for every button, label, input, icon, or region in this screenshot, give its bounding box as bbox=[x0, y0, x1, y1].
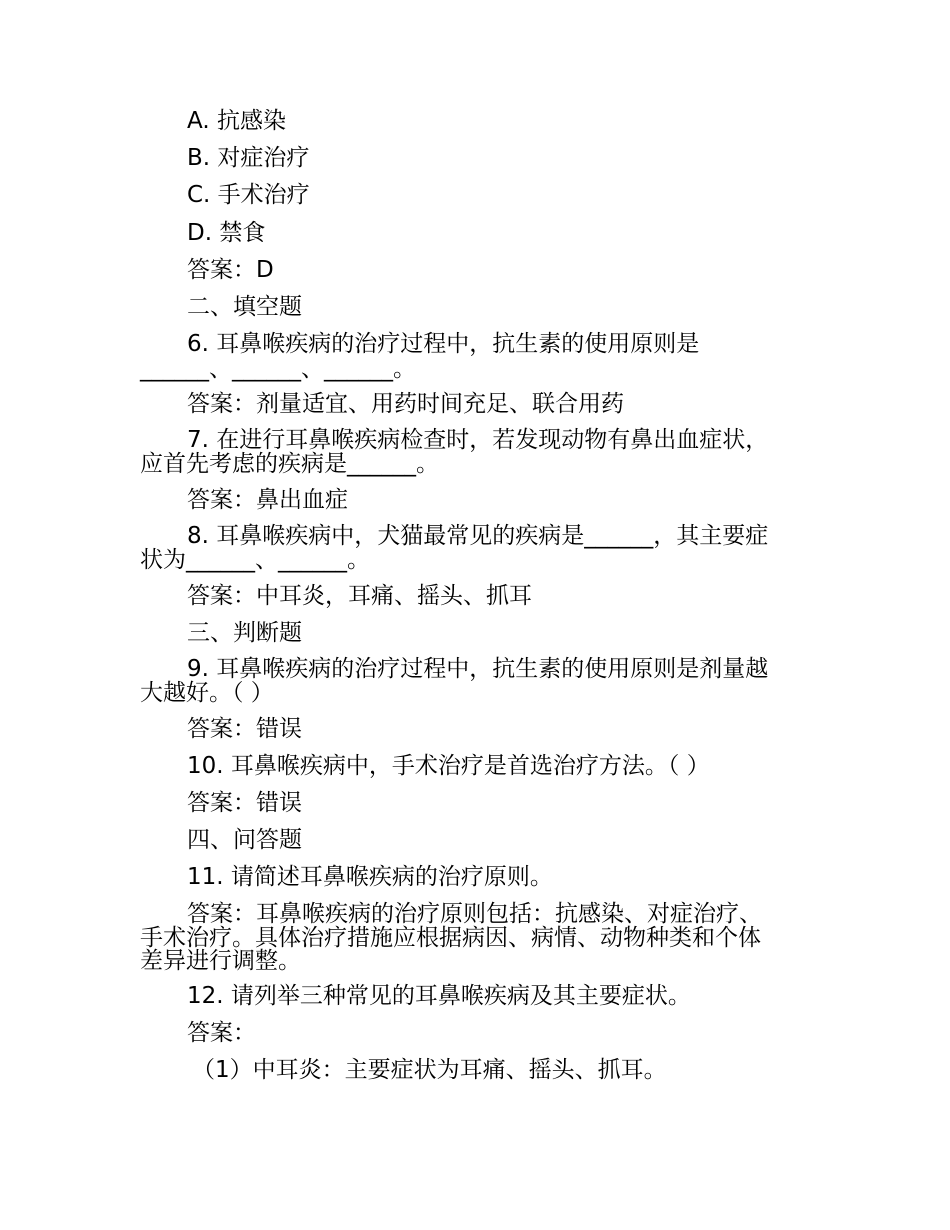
answer-5: 答案：D bbox=[187, 257, 274, 283]
question-8: 8. 耳鼻喉疾病中，犬猫最常见的疾病是______，其主要症 bbox=[187, 523, 769, 549]
question-9: 9. 耳鼻喉疾病的治疗过程中，抗生素的使用原则是剂量越 bbox=[187, 656, 769, 682]
option-d: D. 禁食 bbox=[187, 220, 266, 246]
answer-11: 答案：耳鼻喉疾病的治疗原则包括：抗感染、对症治疗、 bbox=[187, 901, 762, 927]
answer-12-item-1: （1）中耳炎：主要症状为耳痛、摇头、抓耳。 bbox=[192, 1057, 667, 1083]
question-7: 7. 在进行耳鼻喉疾病检查时，若发现动物有鼻出血症状， bbox=[187, 427, 769, 453]
question-12: 12. 请列举三种常见的耳鼻喉疾病及其主要症状。 bbox=[187, 983, 691, 1009]
section-heading-fill-in: 二、填空题 bbox=[187, 294, 302, 320]
question-6: 6. 耳鼻喉疾病的治疗过程中，抗生素的使用原则是 bbox=[187, 331, 700, 357]
question-8-continued: 状为______、______。 bbox=[140, 547, 370, 573]
answer-6: 答案：剂量适宜、用药时间充足、联合用药 bbox=[187, 391, 624, 417]
section-heading-true-false: 三、判断题 bbox=[187, 620, 302, 646]
option-b: B. 对症治疗 bbox=[187, 145, 310, 171]
answer-12-label: 答案： bbox=[187, 1020, 256, 1046]
section-heading-short-answer: 四、问答题 bbox=[187, 827, 302, 853]
question-9-continued: 大越好。（ ） bbox=[140, 680, 274, 706]
answer-7: 答案：鼻出血症 bbox=[187, 487, 348, 513]
question-6-continued: ______、______、______。 bbox=[140, 356, 416, 382]
question-11: 11. 请简述耳鼻喉疾病的治疗原则。 bbox=[187, 864, 553, 890]
option-c: C. 手术治疗 bbox=[187, 182, 310, 208]
option-a: A. 抗感染 bbox=[187, 108, 286, 134]
answer-8: 答案：中耳炎，耳痛、摇头、抓耳 bbox=[187, 583, 532, 609]
question-7-continued: 应首先考虑的疾病是______。 bbox=[140, 451, 439, 477]
question-10: 10. 耳鼻喉疾病中，手术治疗是首选治疗方法。（ ） bbox=[187, 753, 710, 779]
answer-11-continued-2: 差异进行调整。 bbox=[140, 948, 301, 974]
answer-9: 答案：错误 bbox=[187, 716, 302, 742]
answer-10: 答案：错误 bbox=[187, 790, 302, 816]
answer-11-continued: 手术治疗。具体治疗措施应根据病因、病情、动物种类和个体 bbox=[140, 925, 761, 951]
